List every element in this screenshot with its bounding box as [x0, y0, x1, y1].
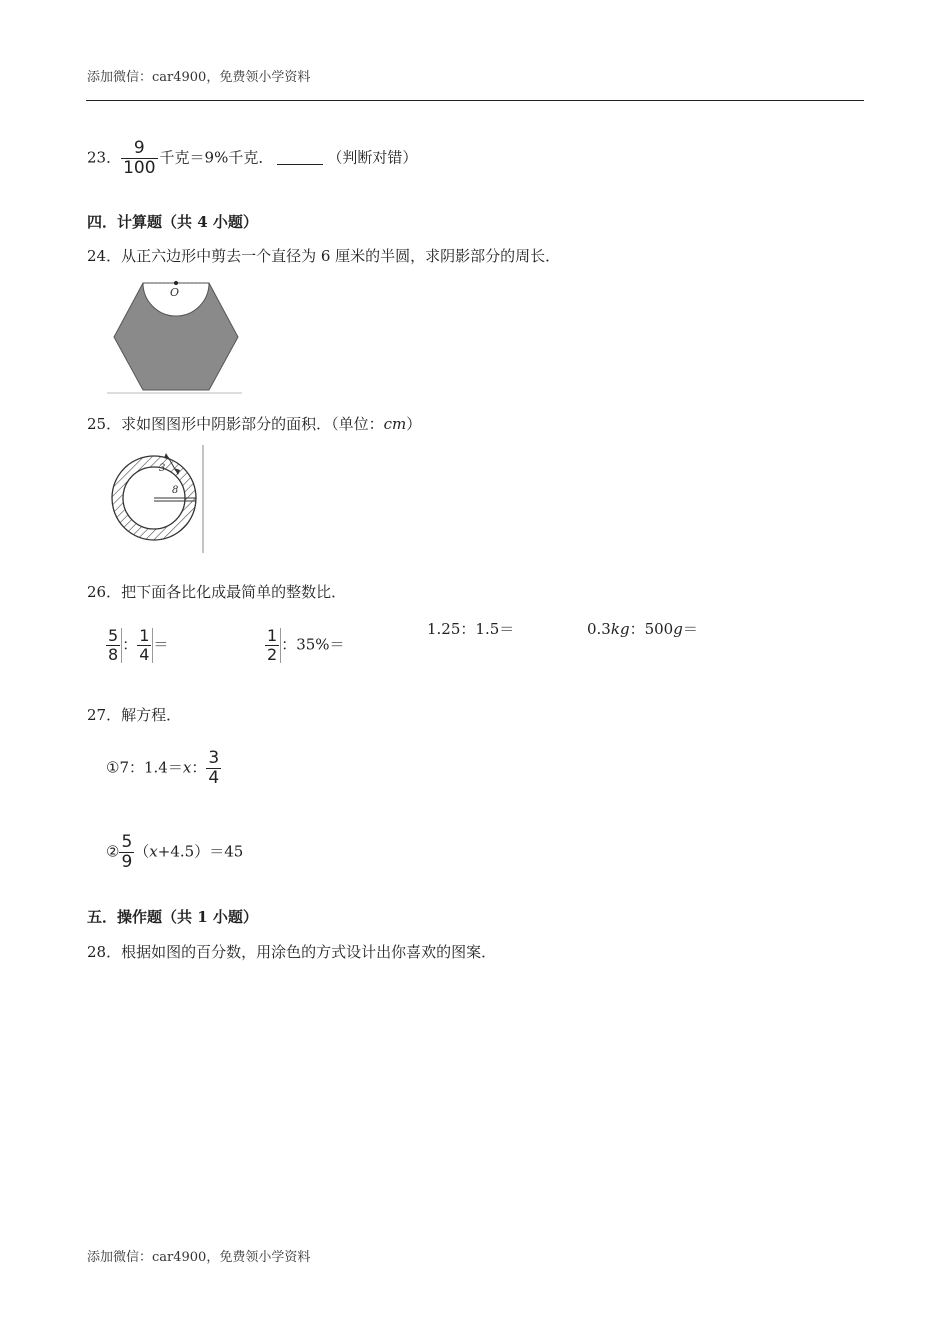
ratio-item-1: $\frac{5}{8}$ ： $\frac{1}{4}$ ＝ — [108, 626, 169, 664]
fraction-5-9: $\frac{5}{9}$ — [121, 832, 133, 872]
question-23 — [87, 140, 417, 177]
section-4-title: 四．计算题（共 4 小题） — [87, 213, 258, 231]
header-divider — [86, 100, 864, 101]
question-24-text: 24．从正六边形中剪去一个直径为 6 厘米的半圆，求阴影部分的周长． — [87, 247, 561, 265]
fraction-9-100: $\frac{9}{100}$ — [123, 138, 156, 178]
inner-radius-label: 8 — [172, 485, 179, 496]
fraction-1-2: $\frac{1}{2}$ — [265, 628, 281, 663]
question-27-text: 27．解方程． — [87, 706, 182, 724]
ring-width-label: 3 — [159, 463, 166, 474]
fraction-1-4: $\frac{1}{4}$ — [137, 628, 153, 663]
question-26-text: 26．把下面各比化成最简单的整数比． — [87, 583, 347, 601]
question-number: 23． — [87, 148, 122, 167]
fraction-3-4: $\frac{3}{4}$ — [208, 748, 220, 788]
center-label: O — [170, 286, 180, 299]
judge-hint: （判断对错） — [327, 148, 418, 167]
question-28-text: 28．根据如图的百分数，用涂色的方式设计出你喜欢的图案． — [87, 943, 497, 961]
annulus-figure — [106, 443, 208, 555]
ratio-item-3: 1.25：1.5＝ — [427, 620, 515, 638]
question-text: 千克＝9%千克． — [159, 148, 274, 167]
page-footer: 添加微信：car4900，免费领小学资料 — [87, 1250, 311, 1265]
hexagon-semicircle-figure — [106, 279, 246, 395]
question-25-text: 25．求如图图形中阴影部分的面积．（单位：cm） — [87, 415, 422, 433]
section-5-title: 五．操作题（共 1 小题） — [87, 908, 258, 926]
equation-1: ①7：1.4＝x： $\frac{3}{4}$ — [106, 748, 220, 788]
ratio-item-4: 0.3kg：500g＝ — [587, 620, 698, 638]
page-header: 添加微信：car4900，免费领小学资料 — [87, 70, 311, 85]
unit-cm: cm — [383, 415, 407, 433]
ratio-item-2: $\frac{1}{2}$ ：35%＝ — [267, 626, 345, 664]
equation-2: ② $\frac{5}{9}$ （x+4.5）＝45 — [106, 832, 244, 872]
answer-blank[interactable] — [277, 164, 323, 165]
fraction-5-8: $\frac{5}{8}$ — [106, 628, 122, 663]
